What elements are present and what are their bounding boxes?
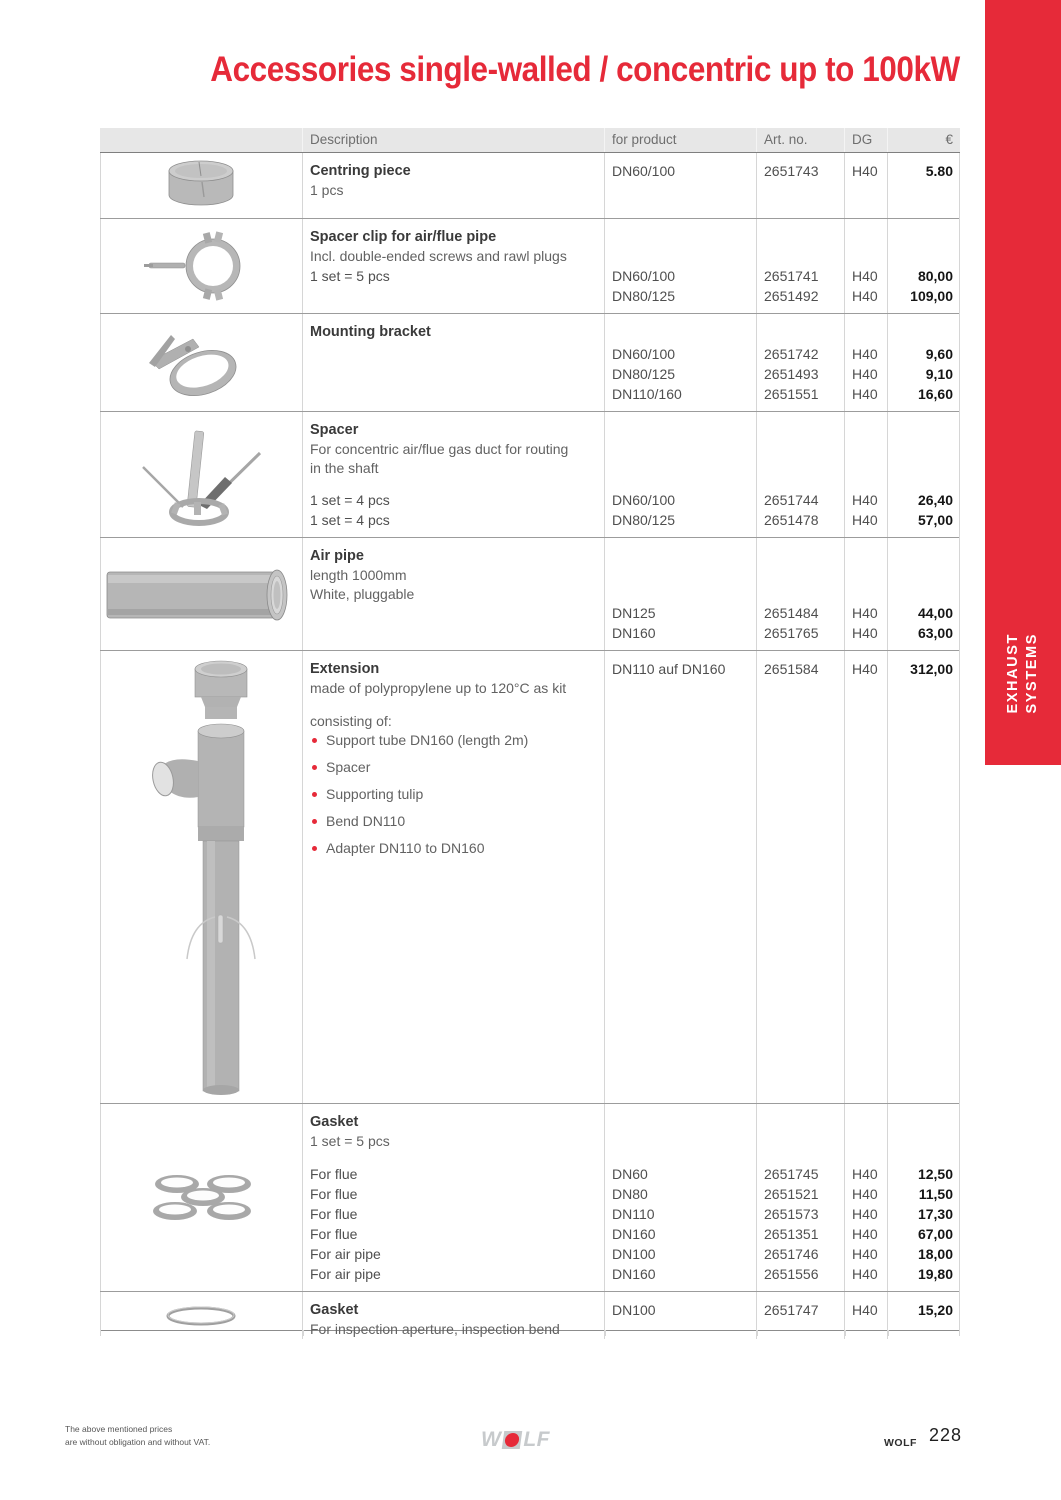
entry-label: For flue — [310, 1226, 358, 1242]
entry-product: DN60/100 — [612, 268, 676, 284]
gasket-set-image — [100, 1104, 303, 1291]
centring-piece-image — [100, 153, 303, 218]
entry-art: 2651584 — [764, 661, 819, 677]
entry-dg: H40 — [852, 1166, 878, 1182]
column-product — [605, 538, 757, 650]
entry-price: 18,00 — [917, 1246, 953, 1262]
row-title: Mounting bracket — [310, 324, 431, 340]
entry-product: DN110 auf DN160 — [612, 661, 726, 677]
entry-product: DN60/100 — [612, 346, 676, 362]
extension-image — [121, 657, 281, 1099]
row-subtitle: in the shaft — [310, 460, 379, 476]
list-intro: consisting of: — [310, 713, 392, 729]
column-price — [888, 1104, 960, 1291]
column-dg — [845, 219, 888, 313]
entry-dg: H40 — [852, 346, 878, 362]
row-subtitle: For concentric air/flue gas duct for routing — [310, 441, 569, 457]
entry-price: 17,30 — [917, 1206, 953, 1222]
entry-dg: H40 — [852, 1266, 878, 1282]
entry-price: 109,00 — [910, 288, 953, 304]
column-art — [757, 651, 845, 1103]
column-art — [757, 412, 845, 537]
row-title: Gasket — [310, 1302, 359, 1318]
entry-product: DN160 — [612, 625, 656, 641]
bullet-dot-icon — [312, 765, 317, 770]
row-title: Spacer clip for air/flue pipe — [310, 229, 497, 245]
mounting-bracket-image — [141, 317, 261, 409]
bullet-dot-icon — [312, 846, 317, 851]
column-product — [605, 412, 757, 537]
page-title: Accessories single-walled / concentric up to 100kW — [210, 50, 960, 89]
entry-art: 2651551 — [764, 386, 819, 402]
column-line-stub — [757, 1330, 758, 1336]
row-subtitle: 1 pcs — [310, 182, 344, 198]
row-subtitle: length 1000mm — [310, 567, 407, 583]
bullet-dot-icon — [312, 819, 317, 824]
column-price — [888, 538, 960, 650]
entry-price: 16,60 — [917, 386, 953, 402]
entry-product: DN60/100 — [612, 163, 676, 179]
entry-art: 2651521 — [764, 1186, 819, 1202]
column-art — [757, 538, 845, 650]
column-art — [757, 153, 845, 218]
gasket-set-image — [141, 1169, 261, 1227]
footer-note — [65, 1423, 210, 1449]
bullet-text: Supporting tulip — [326, 786, 424, 802]
column-line-stub — [845, 1330, 846, 1336]
entry-price: 26,40 — [917, 492, 953, 508]
entry-dg: H40 — [852, 625, 878, 641]
row-subtitle: Incl. double-ended screws and rawl plugs — [310, 248, 567, 264]
column-product — [605, 314, 757, 411]
wolf-logo-w: W — [481, 1428, 502, 1451]
entry-label: For flue — [310, 1206, 358, 1222]
bullet-text: Support tube DN160 (length 2m) — [326, 732, 529, 748]
footer-note-line: are without obligation and without VAT. — [65, 1437, 211, 1447]
entry-dg: H40 — [852, 1246, 878, 1262]
entry-art: 2651747 — [764, 1302, 819, 1318]
bullet-text: Bend DN110 — [326, 813, 406, 829]
column-art — [757, 219, 845, 313]
entry-dg: H40 — [852, 605, 878, 621]
table-row — [100, 218, 960, 313]
entry-product: DN125 — [612, 605, 656, 621]
table-row — [100, 411, 960, 537]
row-subtitle: White, pluggable — [310, 586, 415, 602]
bullet-dot-icon — [312, 738, 317, 743]
entry-labels — [310, 266, 594, 313]
entry-price: 63,00 — [917, 625, 953, 641]
table-row — [100, 537, 960, 650]
entry-art: 2651741 — [764, 268, 819, 284]
spacer-clip-image — [100, 219, 303, 313]
entry-price: 19,80 — [917, 1266, 953, 1282]
wolf-logo-o-icon — [502, 1431, 523, 1449]
entry-art: 2651484 — [764, 605, 819, 621]
bullet-item — [310, 839, 594, 858]
column-dg — [845, 412, 888, 537]
column-product — [605, 1104, 757, 1291]
column-product — [605, 1292, 757, 1339]
table-row — [100, 650, 960, 1103]
entry-dg: H40 — [852, 268, 878, 284]
entry-art: 2651742 — [764, 346, 819, 362]
page-number: 228 — [929, 1425, 963, 1445]
header-for-product: for product — [605, 128, 757, 152]
row-subtitle: made of polypropylene up to 120°C as kit — [310, 680, 567, 696]
gasket-single-image — [163, 1305, 239, 1327]
entry-labels — [310, 1164, 594, 1291]
column-line-stub — [605, 1330, 606, 1336]
entry-price: 11,50 — [918, 1186, 953, 1202]
extension-image — [100, 651, 303, 1103]
entry-dg: H40 — [852, 1302, 878, 1318]
spacer-image — [139, 419, 264, 531]
entry-art: 2651351 — [764, 1226, 819, 1242]
entry-label: For flue — [310, 1166, 358, 1182]
entry-label: 1 set = 4 pcs — [310, 492, 390, 508]
table-body — [100, 153, 960, 1337]
column-product — [605, 219, 757, 313]
entry-product: DN160 — [612, 1226, 656, 1242]
row-description — [303, 538, 605, 650]
entry-product: DN110/160 — [612, 386, 682, 402]
footer-note-line: The above mentioned prices — [65, 1424, 173, 1434]
side-tab-label — [1004, 633, 1042, 714]
table-row — [100, 1103, 960, 1291]
entry-art: 2651556 — [764, 1266, 819, 1282]
column-dg — [845, 1104, 888, 1291]
row-title: Extension — [310, 661, 380, 677]
entry-dg: H40 — [852, 512, 878, 528]
entry-price: 67,00 — [917, 1226, 953, 1242]
column-price — [888, 1292, 960, 1339]
entry-price: 15,20 — [917, 1302, 953, 1318]
row-title: Gasket — [310, 1114, 359, 1130]
entry-dg: H40 — [852, 1206, 878, 1222]
entry-art: 2651492 — [764, 288, 819, 304]
footer-brand: WOLF — [884, 1437, 917, 1449]
side-tab-line: EXHAUST — [1005, 632, 1021, 713]
header-image-column — [100, 128, 303, 152]
spacer-image — [100, 412, 303, 537]
column-line-stub — [303, 1330, 304, 1336]
table-row — [100, 1291, 960, 1337]
row-description — [303, 219, 605, 313]
header-art-no: Art. no. — [757, 128, 845, 152]
column-price — [888, 153, 960, 218]
entry-product: DN80/125 — [612, 366, 676, 382]
column-art — [757, 314, 845, 411]
entry-art: 2651493 — [764, 366, 819, 382]
entry-label: For air pipe — [310, 1246, 381, 1262]
table-row — [100, 313, 960, 411]
entry-label: 1 set = 4 pcs — [310, 512, 390, 528]
entry-product: DN160 — [612, 1266, 656, 1282]
row-subtitle: For inspection aperture, inspection bend — [310, 1321, 560, 1337]
entry-dg: H40 — [852, 366, 878, 382]
entry-art: 2651765 — [764, 625, 819, 641]
entry-dg: H40 — [852, 661, 878, 677]
table-header — [100, 128, 960, 153]
entry-price: 80,00 — [917, 268, 953, 284]
entry-label: For air pipe — [310, 1266, 381, 1282]
column-price — [888, 412, 960, 537]
entry-product: DN100 — [612, 1246, 656, 1262]
air-pipe-image — [100, 538, 303, 650]
side-tab-line: SYSTEMS — [1024, 632, 1040, 713]
entry-art: 2651745 — [764, 1166, 819, 1182]
catalog-table — [100, 128, 960, 1337]
column-price — [888, 219, 960, 313]
bullet-dot-icon — [312, 792, 317, 797]
row-description — [303, 1104, 605, 1291]
column-dg — [845, 314, 888, 411]
header-dg: DG — [845, 128, 888, 152]
column-dg — [845, 651, 888, 1103]
entry-dg: H40 — [852, 1186, 878, 1202]
entry-art: 2651743 — [764, 163, 819, 179]
bullet-text: Adapter DN110 to DN160 — [326, 840, 485, 856]
entry-product: DN100 — [612, 1302, 656, 1318]
wolf-logo-lf: LF — [523, 1428, 550, 1451]
entry-art: 2651478 — [764, 512, 819, 528]
entry-dg: H40 — [852, 163, 878, 179]
centring-piece-image — [155, 155, 247, 217]
entry-dg: H40 — [852, 492, 878, 508]
column-product — [605, 651, 757, 1103]
row-subtitle: 1 set = 5 pcs — [310, 1133, 390, 1149]
entry-product: DN80/125 — [612, 288, 676, 304]
entry-art: 2651744 — [764, 492, 819, 508]
row-description — [303, 412, 605, 537]
column-dg — [845, 1292, 888, 1339]
row-title: Air pipe — [310, 548, 364, 564]
bullet-item — [310, 812, 594, 831]
row-description — [303, 651, 605, 1103]
entry-price: 9,60 — [925, 346, 953, 362]
header-price: € — [945, 132, 953, 147]
entry-dg: H40 — [852, 386, 878, 402]
entry-price: 5.80 — [925, 163, 953, 179]
entry-price: 12,50 — [917, 1166, 953, 1182]
entry-price: 312,00 — [910, 661, 953, 677]
row-title: Centring piece — [310, 163, 411, 179]
entry-product: DN60 — [612, 1166, 648, 1182]
bullet-item — [310, 785, 594, 804]
column-product — [605, 153, 757, 218]
entry-dg: H40 — [852, 288, 878, 304]
table-row — [100, 153, 960, 218]
entry-product: DN80/125 — [612, 512, 676, 528]
column-dg — [845, 153, 888, 218]
entry-product: DN80 — [612, 1186, 648, 1202]
entry-label: 1 set = 5 pcs — [310, 268, 390, 284]
entry-product: DN110 — [612, 1206, 655, 1222]
column-line-stub — [888, 1330, 889, 1336]
bullet-item — [310, 758, 594, 777]
entry-labels — [310, 490, 594, 537]
entry-art: 2651573 — [764, 1206, 819, 1222]
entry-label — [310, 286, 594, 306]
row-description — [303, 1292, 605, 1339]
bullet-item — [310, 731, 594, 750]
header-description: Description — [303, 128, 605, 152]
entry-label: For flue — [310, 1186, 358, 1202]
gasket-single-image — [100, 1292, 303, 1339]
entry-dg: H40 — [852, 1226, 878, 1242]
row-title: Spacer — [310, 422, 359, 438]
wolf-logo — [481, 1428, 550, 1452]
column-price — [888, 314, 960, 411]
entry-price: 57,00 — [917, 512, 953, 528]
row-description — [303, 314, 605, 411]
mounting-bracket-image — [100, 314, 303, 411]
entry-price: 44,00 — [917, 605, 953, 621]
air-pipe-image — [105, 562, 297, 626]
column-dg — [845, 538, 888, 650]
column-art — [757, 1104, 845, 1291]
spacer-clip-image — [143, 222, 259, 310]
side-tab — [985, 0, 1061, 765]
column-price — [888, 651, 960, 1103]
bullet-text: Spacer — [326, 759, 371, 775]
row-description — [303, 153, 605, 218]
column-art — [757, 1292, 845, 1339]
entry-product: DN60/100 — [612, 492, 676, 508]
entry-art: 2651746 — [764, 1246, 819, 1262]
entry-price: 9,10 — [925, 366, 953, 382]
